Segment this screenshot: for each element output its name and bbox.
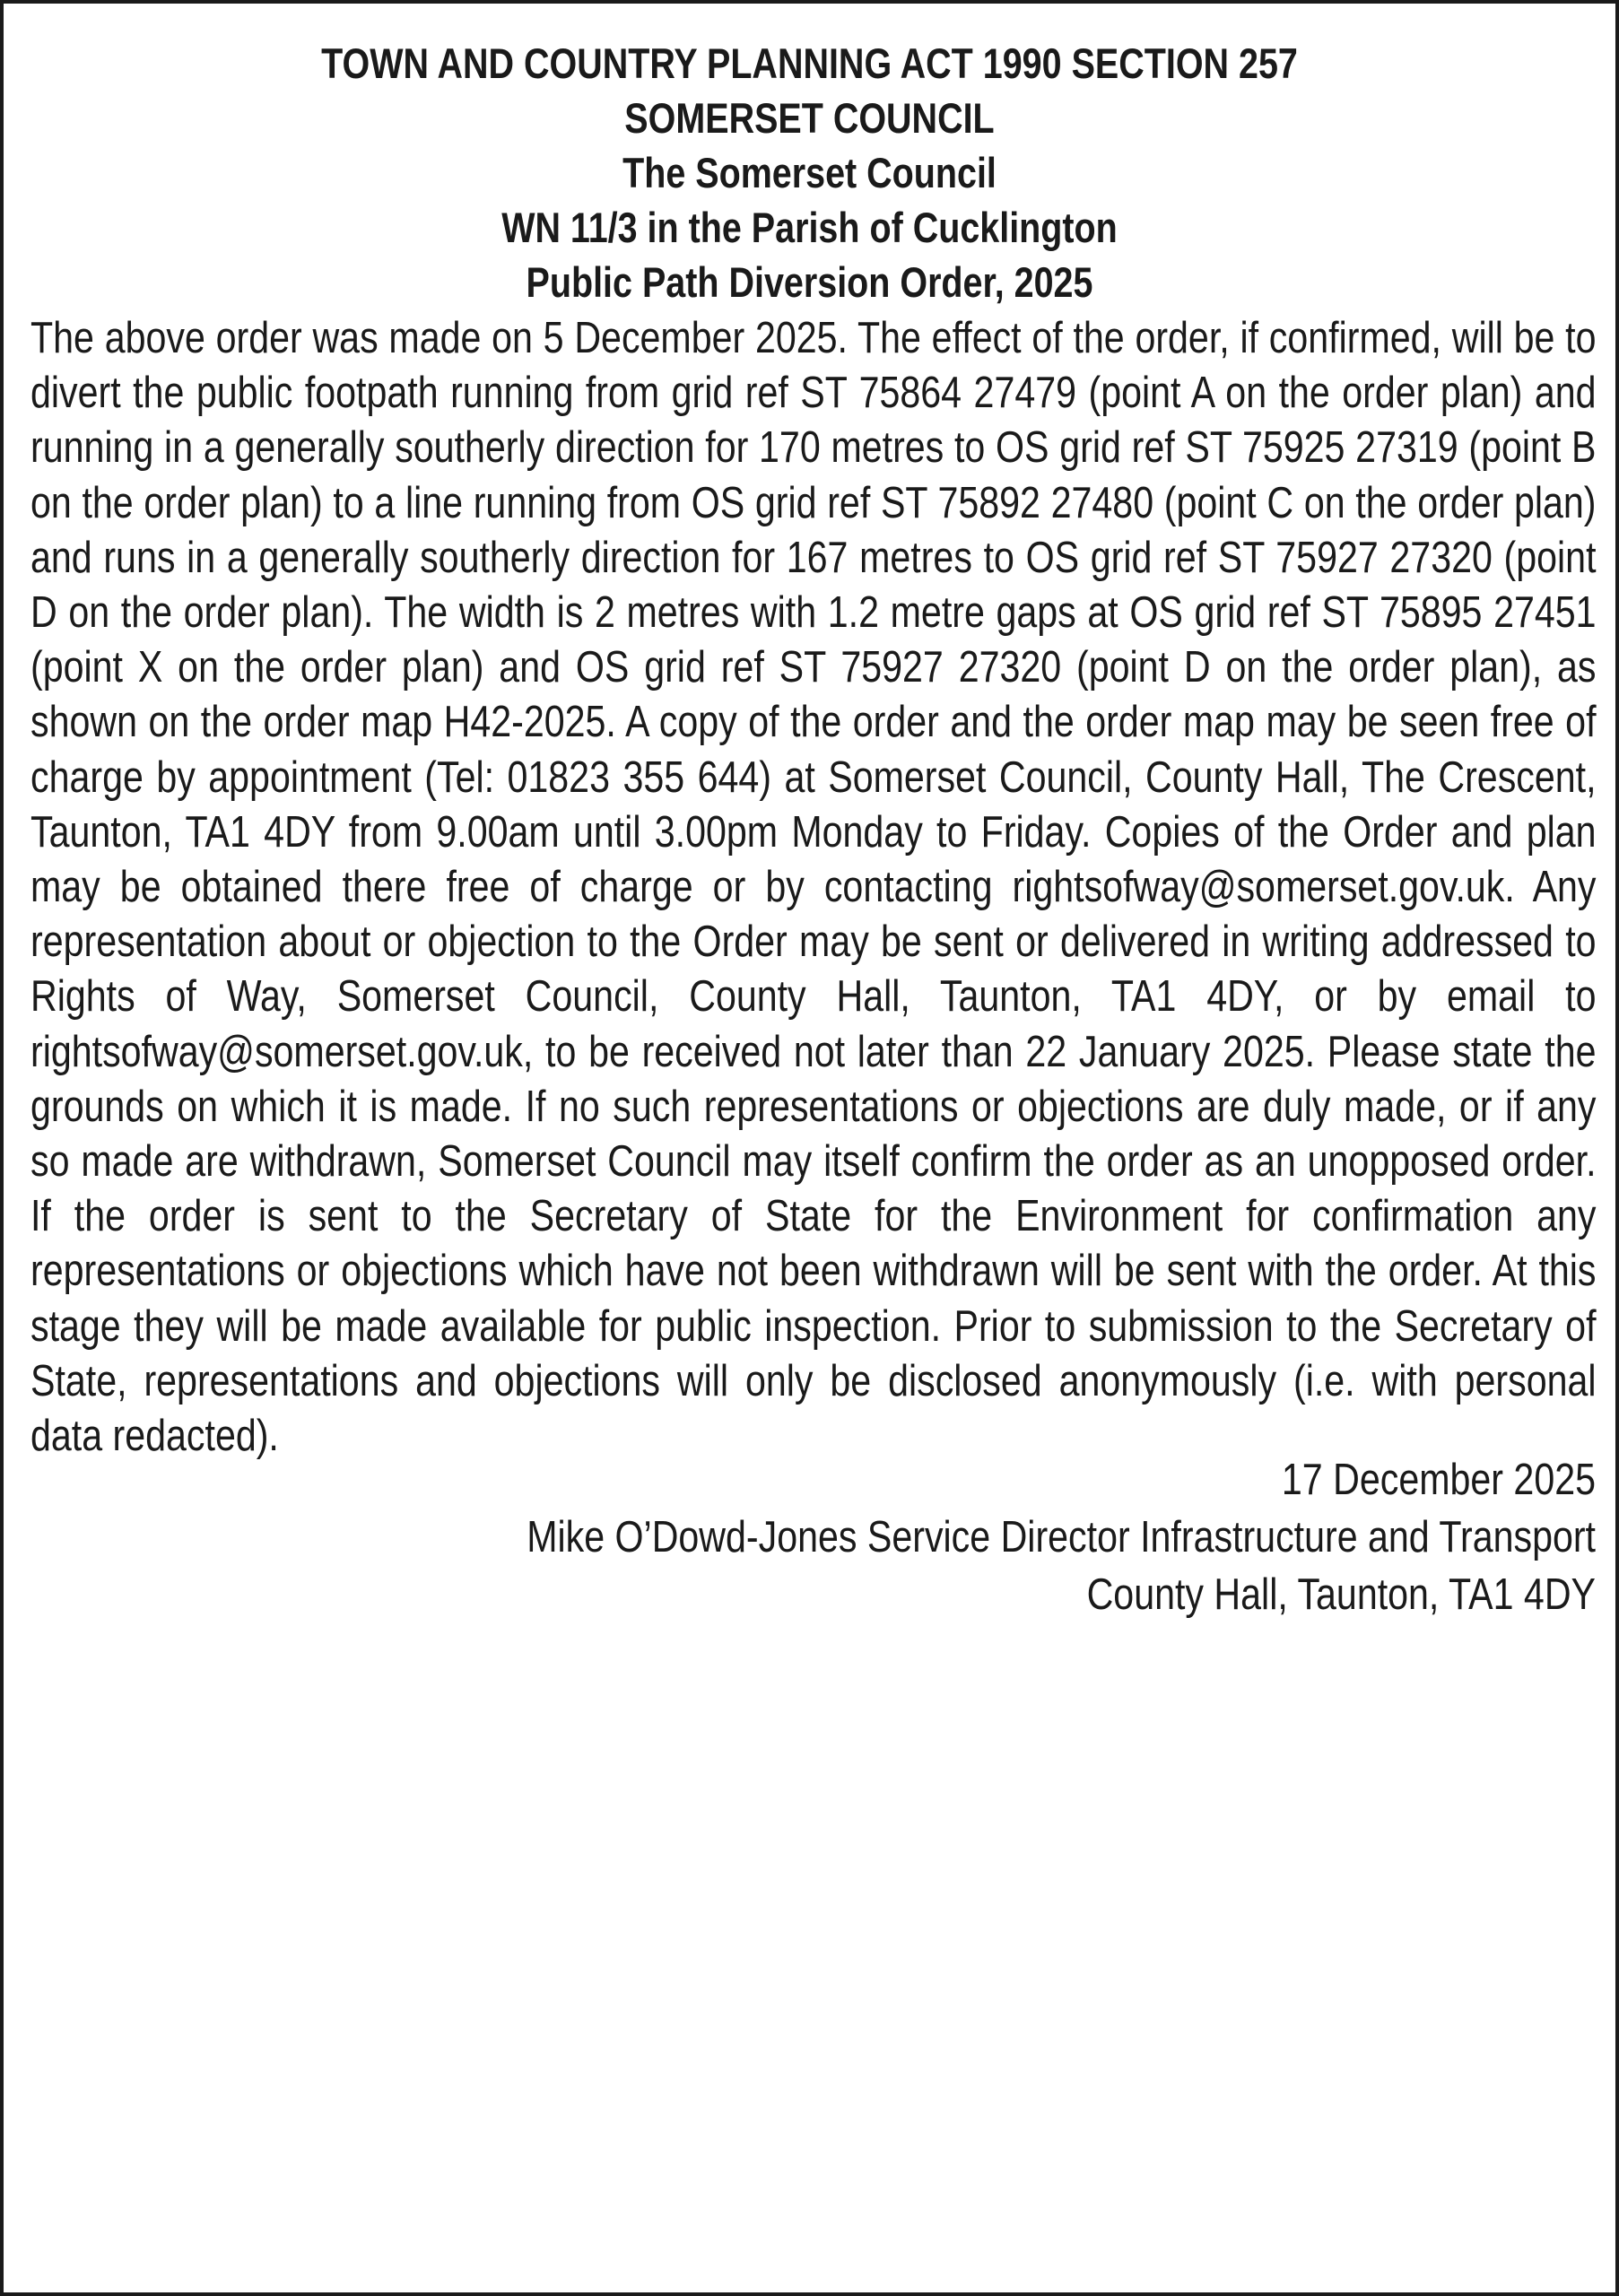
notice-body: The above order was made on 5 December 2025. The effect of the order, if confirmed, will be to divert the public footpath running from grid ref ST 75864 27479 (point A on the order plan) and running in a generally southerly direction for 170 metres to OS grid ref ST 75925 27319 (point B on the order plan) to a line running from OS grid ref ST 75892 27480 (point C on the order plan) and runs in a generally southerly direction for 167 metres to OS grid ref ST 75927 27320 (point D on the order plan). The width is 2 metres with 1.2 metre gaps at OS grid ref ST 75895 27451 (point X on the order plan) and OS grid ref ST 75927 27320 (point D on the order plan), as shown on the order map H42-2025. A copy of the order and the order map may be seen free of charge by appointment (Tel: 01823 355 644) at Somerset Council, County Hall, The Crescent, Taunton, TA1 4DY from 9.00am until 3.00pm Monday to Friday. Copies of the Order and plan may be obtained there free of charge or by contacting rightsofway@somerset.gov.uk. Any representation about or objection to the Order may be sent or delivered in writing addressed to Rights of Way, Somerset Council, County Hall, Taunton, TA1 4DY, or by email to rightsofway@somerset.gov.uk, to be received not later than 22 January 2025. Please state the grounds on which it is made. If no such representations or objections are duly made, or if any so made are withdrawn, Somerset Council may itself confirm the order as an unopposed order. If the order is sent to the Secretary of State for the Environment for confirmation any representations or objections which have not been withdrawn will be sent with the order. At this stage they will be made available for public inspection. Prior to submission to the Secretary of State, representations and objections will only be disclosed anonymously (i.e. with personal data redacted). bbox=[30, 314, 1597, 1461]
act-title: TOWN AND COUNTRY PLANNING ACT 1990 SECTION 257 bbox=[321, 39, 1298, 87]
signatory: Mike O’Dowd-Jones Service Director Infrastructure and Transport bbox=[527, 1513, 1597, 1562]
order-title: Public Path Diversion Order, 2025 bbox=[526, 258, 1093, 306]
notice-heading bbox=[155, 36, 1464, 309]
route-reference: WN 11/3 in the Parish of Cucklington bbox=[501, 204, 1118, 251]
signatory-address: County Hall, Taunton, TA1 4DY bbox=[1086, 1570, 1596, 1620]
sign-off bbox=[30, 1451, 1596, 1623]
notice-body-wrapper bbox=[30, 311, 1596, 1464]
authority-name: SOMERSET COUNCIL bbox=[624, 94, 995, 142]
council-name: The Somerset Council bbox=[622, 149, 997, 196]
notice-date: 17 December 2025 bbox=[1281, 1456, 1596, 1505]
